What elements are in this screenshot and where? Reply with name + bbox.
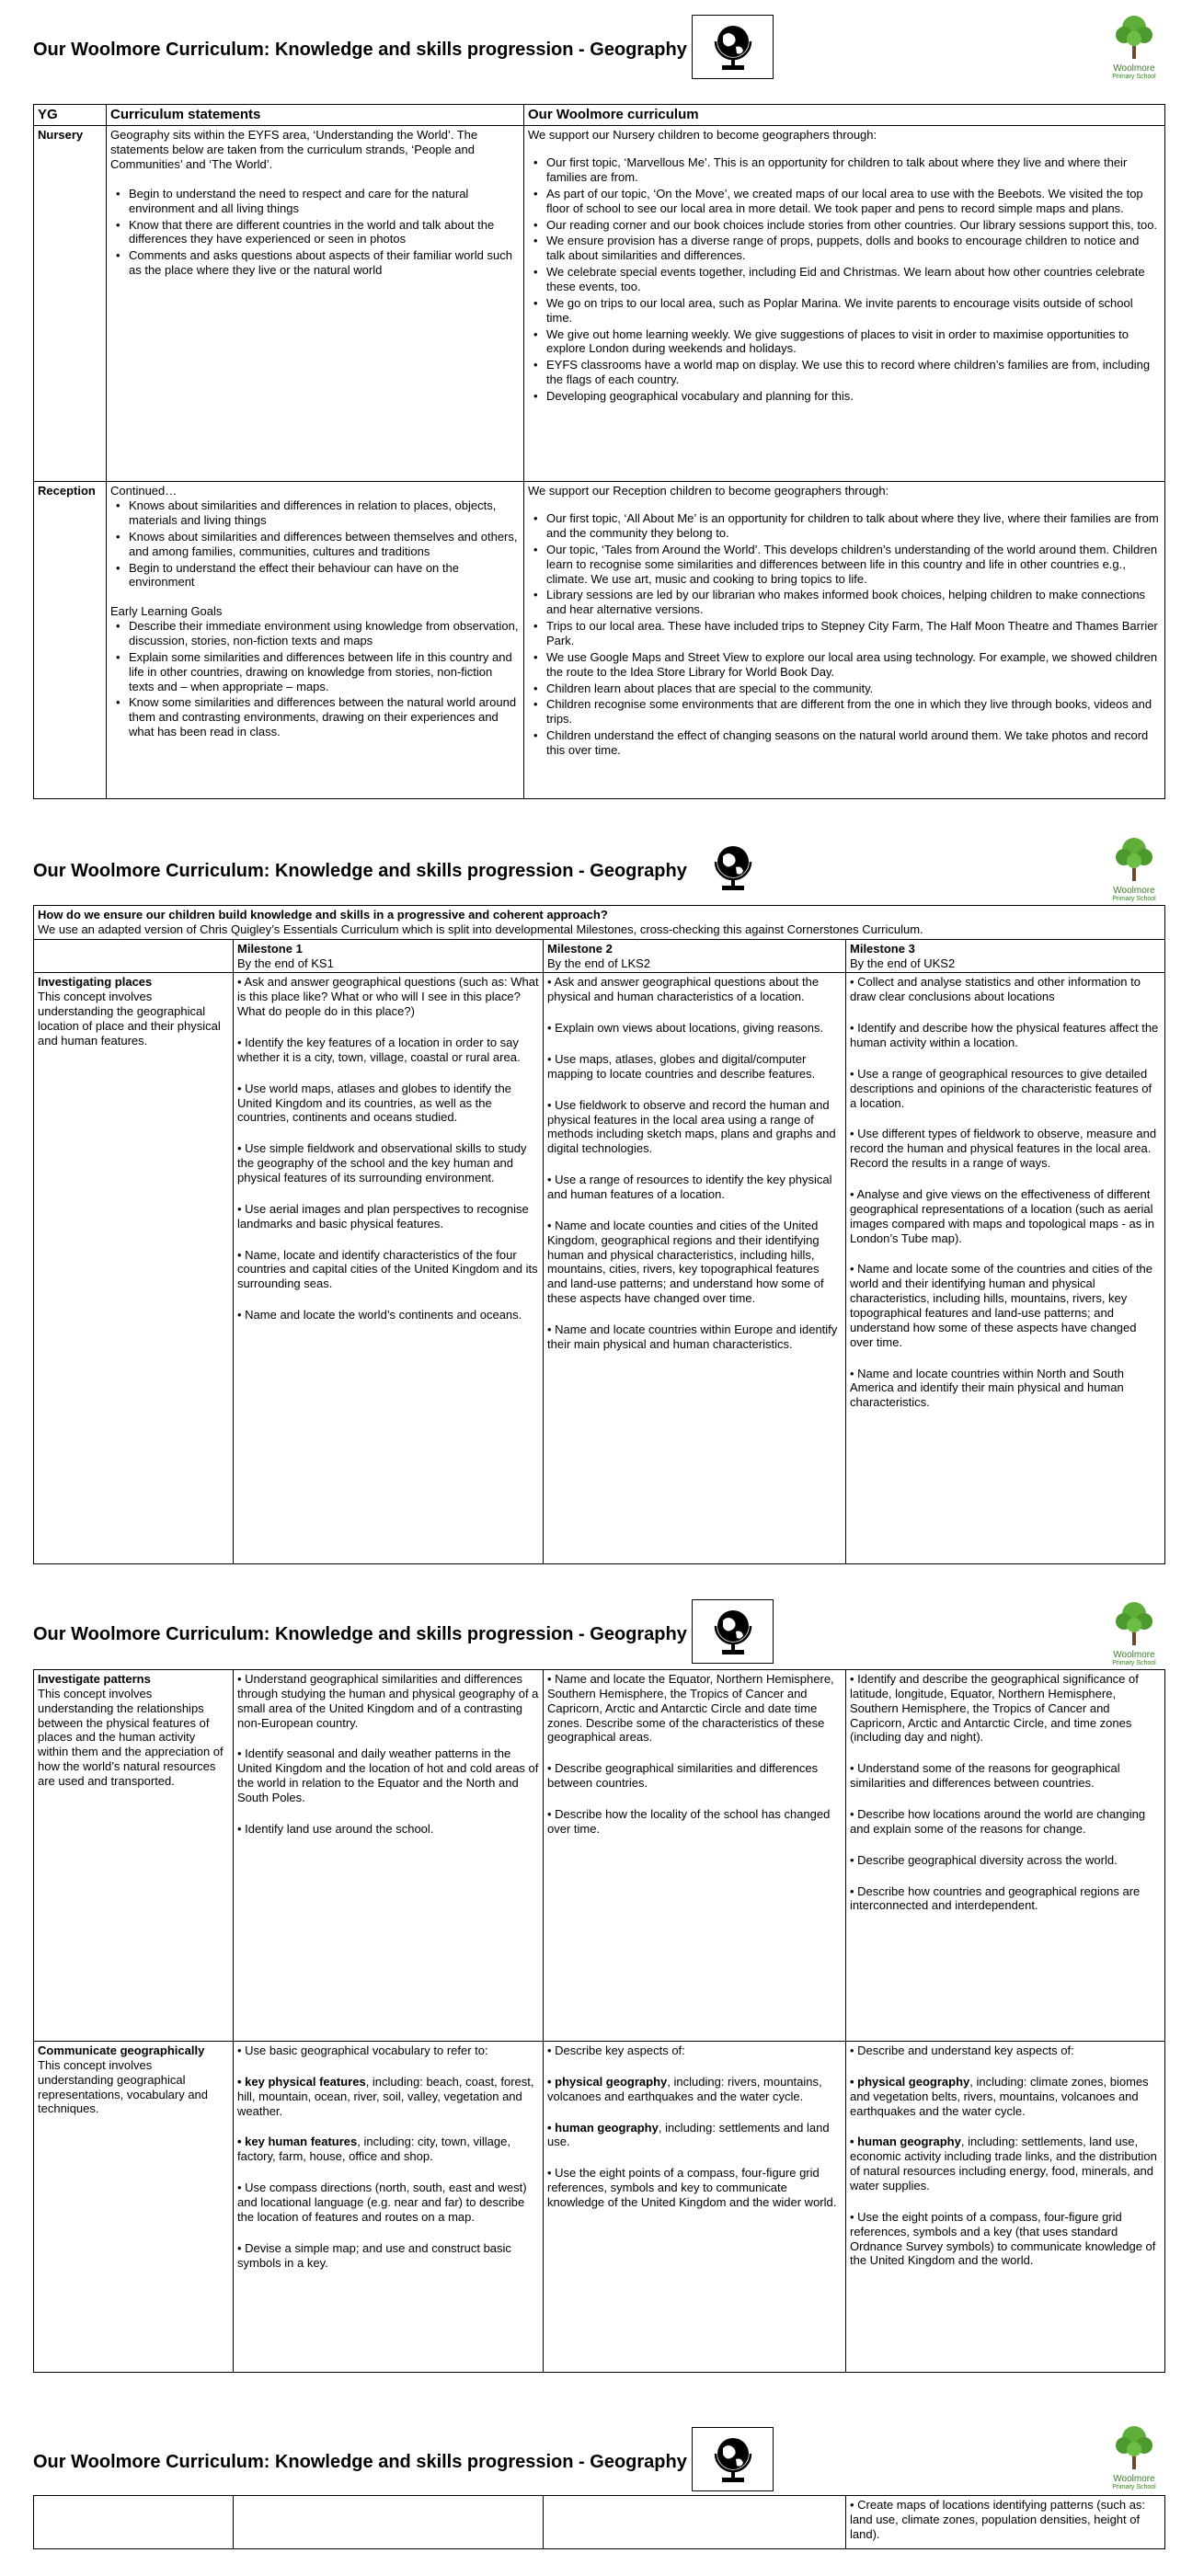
term-text: , including: settlements and land use. (547, 2120, 830, 2149)
milestone-name: Milestone 3 (850, 941, 915, 956)
list-item: • Name and locate countries within Europe and identify their main physical and human characteristics. (547, 1322, 838, 1351)
list-item: • Describe how locations around the world are changing and explain some of the reasons for change. (850, 1807, 1146, 1836)
school-logo (1102, 13, 1166, 81)
list-item: • Begin to understand the need to respect and care for the natural environment and all living things (110, 187, 520, 216)
list-item: • Know some similarities and differences between the natural world around them and contrasting environments, drawing on their experiences and what has been read in class. (110, 695, 520, 739)
list-item: • Name and locate some of the countries and cities of the world and their identifying human and physical characteristics, including hills, mountains, rivers, key topographical features and land-use patterns; and understand how some of these aspects have changed over time. (850, 1262, 1153, 1349)
col-statements: Curriculum statements (107, 105, 524, 126)
list-item: • Use basic geographical vocabulary to refer to: (237, 2044, 488, 2057)
list-item: • Identify seasonal and daily weather patterns in the United Kingdom and the location of hot and cold areas of the world in relation to the Equator and the North and South Poles. (237, 1746, 539, 1805)
list-item: • Describe key aspects of: (547, 2044, 685, 2057)
list-item: • Use maps, atlases, globes and digital/computer mapping to locate countries and describe features. (547, 1052, 816, 1081)
list-item: • Knows about similarities and differences between themselves and others, and among families, communities, cultures and traditions (110, 530, 520, 559)
list-item: • Children learn about places that are special to the community. (528, 681, 1161, 696)
list-item: • Comments and asks questions about aspects of their familiar world such as the place where they live or the natural world (110, 248, 520, 278)
nursery-curriculum (524, 126, 1165, 482)
milestone-header-row (34, 939, 1165, 973)
logo-sub: Primary School (1112, 2483, 1156, 2490)
list-item (237, 2075, 539, 2119)
patterns-m3 (846, 1670, 1165, 2042)
list-item (850, 2135, 1161, 2192)
elg-heading: Early Learning Goals (110, 604, 223, 619)
milestone-1-header (234, 939, 544, 973)
communicate-concept (34, 2042, 234, 2373)
term-label: • physical geography (547, 2074, 668, 2089)
tree-icon (1109, 13, 1159, 61)
list-item: • Describe and understand key aspects of: (850, 2044, 1074, 2057)
list-item: • Understand some of the reasons for geographical similarities and differences between countries. (850, 1761, 1120, 1791)
list-item: • Use compass directions (north, south, east and west) and locational language (e.g. near and far) to describe the location of features and routes on a map. (237, 2181, 527, 2224)
list-item: • Identify and describe how the physical features affect the human activity within a location. (850, 1021, 1159, 1050)
list-item: • Describe how countries and geographical regions are interconnected and interdependent. (850, 1883, 1141, 1913)
list-item: • Use the eight points of a compass, four-figure grid references, symbols and key to communicate knowledge of the United Kingdom and the wider world. (547, 2166, 837, 2210)
list-item: • Trips to our local area. These have included trips to Stepney City Farm, The Half Moon Theatre and Thames Barrier Park. (528, 619, 1161, 648)
places-row (34, 973, 1165, 1564)
list-item: • Use aerial images and plan perspectives to recognise landmarks and basic physical features. (237, 1201, 529, 1231)
milestone-sub: By the end of KS1 (237, 956, 334, 970)
list-item: • Name, locate and identify characteristics of the four countries and capital cities of the United Kingdom and its surrounding seas. (237, 1247, 538, 1291)
concept-title: Investigating places (38, 975, 153, 990)
communicate-row (34, 2042, 1165, 2373)
blank-cell (234, 2496, 544, 2549)
list-item: • Devise a simple map; and use and construct basic symbols in a key. (237, 2240, 511, 2270)
logo-name: Woolmore (1113, 2473, 1155, 2484)
list-item: • Identify and describe the geographical significance of latitude, longitude, Equator, Northern Hemisphere, Southern Hemisphere, the Tropics of Cancer and Capricorn, Arctic and Antarctic Circle, and time zones (including day and night). (850, 1672, 1139, 1745)
reception-curriculum-intro: We support our Reception children to become geographers through: (528, 484, 889, 498)
list-item: • Understand geographical similarities and differences through studying the human and physical geography of a small area of the United Kingdom and of a contrasting non-European country. (237, 1672, 539, 1730)
final-m3: • Create maps of locations identifying patterns (such as: land use, climate zones, population densities, height of land). (846, 2496, 1165, 2549)
term-label: • physical geography (850, 2074, 970, 2089)
list-item: • Library sessions are led by our librarian who makes informed book choices, helping children to make connections and hear alternative versions. (528, 588, 1161, 617)
list-item: • EYFS classrooms have a world map on display. We use this to record where children’s families are from, including the flags of each country. (528, 358, 1161, 387)
list-item: • Use a range of resources to identify the key physical and human features of a location. (547, 1173, 832, 1202)
communicate-m3 (846, 2042, 1165, 2373)
approach-question: How do we ensure our children build knowledge and skills in a progressive and coherent approach? (38, 908, 608, 922)
logo-sub: Primary School (1112, 895, 1156, 902)
list-item: • Describe geographical similarities and differences between countries. (547, 1761, 819, 1791)
nursery-intro: Geography sits within the EYFS area, ‘Understanding the World’. The statements below are taken from the curriculum strands, ‘People and Communities’ and ‘The World’. (110, 128, 478, 172)
tree-icon (1109, 1599, 1159, 1647)
approach-cell (34, 906, 1165, 940)
list-item: • We use Google Maps and Street View to explore our local area using technology. For example, we showed children the route to the Idea Store Library for World Book Day. (528, 650, 1161, 680)
logo-sub: Primary School (1112, 1659, 1156, 1666)
list-item: • Use world maps, atlases and globes to identify the United Kingdom and its countries, as well as the countries, continents and oceans studied. (237, 1081, 511, 1125)
logo-name: Woolmore (1113, 63, 1155, 74)
globe-icon (692, 2427, 774, 2491)
list-item: • Our reading corner and our book choices include stories from other countries. Our library sessions support this, too. (528, 218, 1161, 233)
list-item: • Use the eight points of a compass, four-figure grid references, symbols and a key (that uses standard Ordnance Survey symbols) to communicate knowledge of the United Kingdom and the world. (850, 2209, 1156, 2268)
communicate-m1 (234, 2042, 544, 2373)
list-item: • Explain own views about locations, giving reasons. (547, 1021, 824, 1036)
nursery-label: Nursery (34, 126, 107, 482)
logo-sub: Primary School (1112, 73, 1156, 80)
patterns-row (34, 1670, 1165, 2042)
list-item: • We celebrate special events together, including Eid and Christmas. We learn about how other countries celebrate these events, too. (528, 265, 1161, 294)
list-item: • Children recognise some environments that are different from the one in which they live through books, videos and trips. (528, 697, 1161, 727)
list-item (547, 2121, 842, 2150)
list-item (850, 2075, 1161, 2119)
list-item (237, 2135, 539, 2164)
list-item: • Our topic, ‘Tales from Around the World’. This develops children’s understanding of the world around them. Children learn to recognise some similarities and differences between life in this country and life in other countries e.g., climate. We use art, music and cooking to bring topics to life. (528, 543, 1161, 587)
list-item: • Name and locate counties and cities of the United Kingdom, geographical regions and their identifying human and physical characteristics, including hills, mountains, cities, rivers, key topographical features and land-use patterns; and understand how some of these aspects have changed over time. (547, 1218, 824, 1306)
nursery-statements (107, 126, 524, 482)
tree-icon (1109, 835, 1159, 883)
patterns-table (33, 1669, 1165, 2373)
list-item: • Use different types of fieldwork to observe, measure and record the human and physical features in the local area. Record the results in a range of ways. (850, 1127, 1157, 1171)
blank-cell (34, 939, 234, 973)
page-title: Our Woolmore Curriculum: Knowledge and skills progression - Geography (33, 2452, 687, 2472)
list-item: • Know that there are different countries in the world and talk about the differences they have experienced or seen in photos (110, 218, 520, 247)
reception-continued: Continued… (110, 484, 178, 498)
approach-row (34, 906, 1165, 940)
list-item: • As part of our topic, ‘On the Move’, we created maps of our local area to use with the Beebots. We visited the top floor of school to see our local area in more detail. We took paper and pens to record simple maps and plans. (528, 187, 1161, 216)
school-logo (1102, 1599, 1166, 1667)
nursery-row (34, 126, 1165, 482)
list-item: • Name and locate the world’s continents and oceans. (237, 1308, 522, 1322)
term-label: • key physical features (237, 2074, 366, 2089)
reception-label: Reception (34, 482, 107, 799)
list-item: • Identify land use around the school. (237, 1821, 434, 1836)
nursery-curriculum-intro: We support our Nursery children to become geographers through: (528, 128, 877, 143)
elg-list (110, 619, 520, 739)
reception-statement-list (110, 498, 520, 590)
patterns-m1 (234, 1670, 544, 2042)
final-row (34, 2496, 1165, 2549)
school-logo (1102, 2423, 1166, 2491)
eyfs-header-row (34, 105, 1165, 126)
reception-curriculum-list (528, 511, 1161, 758)
list-item: • Use fieldwork to observe and record the human and physical features in the local area using a range of methods including sketch maps, plans and graphs and digital technologies. (547, 1097, 836, 1156)
school-logo (1102, 835, 1166, 903)
globe-icon (692, 1599, 774, 1664)
concept-desc: This concept involves understanding geographical representations, vocabulary and techniques. (38, 2057, 209, 2116)
term-text: , including: climate zones, biomes and vegetation belts, rivers, mountains, volcanoes and earthquakes and the water cycle. (850, 2074, 1149, 2118)
logo-name: Woolmore (1113, 885, 1155, 896)
milestone-sub: By the end of LKS2 (547, 956, 651, 970)
milestone-3-header (846, 939, 1165, 973)
globe-icon (692, 15, 774, 79)
reception-curriculum (524, 482, 1165, 799)
list-item: • We give out home learning weekly. We give suggestions of places to visit in order to maximise opportunities to explore London during weekends and holidays. (528, 327, 1161, 357)
final-table (33, 2495, 1165, 2549)
milestone-name: Milestone 1 (237, 941, 303, 956)
places-m2 (544, 973, 846, 1564)
list-item: • Ask and answer geographical questions about the physical and human characteristics of a location. (547, 975, 820, 1004)
term-text: , including: settlements, land use, economic activity including trade links, and the distribution of natural resources including energy, food, minerals, and water supplies. (850, 2135, 1157, 2193)
blank-cell (544, 2496, 846, 2549)
list-item: • Describe their immediate environment using knowledge from observation, discussion, stories, non-fiction texts and maps (110, 619, 520, 648)
concept-desc: This concept involves understanding the geographical location of place and their physical and human features. (38, 990, 221, 1048)
places-table (33, 905, 1165, 1564)
reception-row (34, 482, 1165, 799)
patterns-concept (34, 1670, 234, 2042)
milestone-sub: By the end of UKS2 (850, 956, 956, 970)
communicate-m2 (544, 2042, 846, 2373)
list-item: • Identify the key features of a location in order to say whether it is a city, town, village, coastal or rural area. (237, 1036, 521, 1064)
list-item: • Use a range of geographical resources to give detailed descriptions and opinions of the characteristic features of a location. (850, 1066, 1152, 1110)
list-item: • Name and locate the Equator, Northern Hemisphere, Southern Hemisphere, the Tropics of Cancer and Capricorn, Arctic and Antarctic Circle and date time zones. Describe some of the characteristics of these geographical areas. (547, 1672, 834, 1745)
term-text: , including: rivers, mountains, volcanoes and earthquakes and the water cycle. (547, 2074, 822, 2103)
blank-cell (34, 2496, 234, 2549)
list-item: • Describe how the locality of the school has changed over time. (547, 1807, 831, 1836)
list-item: • Children understand the effect of changing seasons on the natural world around them. We take photos and record this over time. (528, 728, 1161, 758)
list-item: • Our first topic, ‘Marvellous Me’. This is an opportunity for children to talk about where they live and where their families are from. (528, 155, 1161, 185)
page-title: Our Woolmore Curriculum: Knowledge and skills progression - Geography (33, 40, 687, 60)
concept-title: Investigate patterns (38, 1672, 151, 1686)
list-item: • Ask and answer geographical questions (such as: What is this place like? What or who will I see in this place? What do people do in this place?) (237, 975, 539, 1019)
approach-text: We use an adapted version of Chris Quigley’s Essentials Curriculum which is split into developmental Milestones, cross-checking this against Cornerstones Curriculum. (38, 922, 923, 936)
list-item: • Use simple fieldwork and observational skills to study the geography of the school and the key human and physical features of its surrounding environment. (237, 1141, 527, 1185)
list-item: • Our first topic, ‘All About Me’ is an opportunity for children to talk about where they live, where their families are from and the community they belong to. (528, 511, 1161, 541)
list-item: • Collect and analyse statistics and other information to draw clear conclusions about locations (850, 975, 1141, 1004)
places-concept (34, 973, 234, 1564)
term-text: , including: city, town, village, factory, farm, house, office and shop. (237, 2135, 510, 2164)
col-yg: YG (34, 105, 107, 126)
list-item: • Explain some similarities and differences between life in this country and life in other countries, drawing on knowledge from stories, non-fiction texts and – when appropriate – maps. (110, 650, 520, 694)
nursery-statement-list (110, 187, 520, 278)
list-item: • Developing geographical vocabulary and planning for this. (528, 389, 1161, 404)
list-item: • Name and locate countries within North and South America and identify their main physical and human characteristics. (850, 1366, 1124, 1410)
list-item: • Knows about similarities and differences in relation to places, objects, materials and living things (110, 498, 520, 528)
list-item (547, 2075, 842, 2104)
nursery-curriculum-list (528, 155, 1161, 404)
eyfs-table (33, 104, 1165, 799)
term-text: , including: beach, coast, forest, hill, mountain, ocean, river, soil, valley, vegetation and weather. (237, 2074, 534, 2118)
places-m3 (846, 973, 1165, 1564)
list-item: • Analyse and give views on the effectiveness of different geographical representations of a location (such as aerial images compared with maps and topological maps - as in London’s Tube map). (850, 1187, 1154, 1245)
globe-icon (692, 835, 774, 899)
term-label: • key human features (237, 2135, 358, 2149)
tree-icon (1109, 2423, 1159, 2471)
list-item: • Begin to understand the effect their behaviour can have on the environment (110, 561, 520, 590)
places-m1 (234, 973, 544, 1564)
concept-title: Communicate geographically (38, 2044, 205, 2057)
page-title: Our Woolmore Curriculum: Knowledge and skills progression - Geography (33, 861, 687, 881)
term-label: • human geography (850, 2135, 961, 2149)
concept-desc: This concept involves understanding the relationships between the physical features of places and the human activity within them and the appreciation of how the world’s natural resources are used and transported. (38, 1686, 224, 1789)
list-item: • We go on trips to our local area, such as Poplar Marina. We invite parents to encourage visits outside of school time. (528, 296, 1161, 326)
milestone-2-header (544, 939, 846, 973)
list-item: • Describe geographical diversity across the world. (850, 1852, 1118, 1867)
col-curriculum: Our Woolmore curriculum (524, 105, 1165, 126)
milestone-name: Milestone 2 (547, 941, 613, 956)
patterns-m2 (544, 1670, 846, 2042)
reception-statements (107, 482, 524, 799)
list-item: • We ensure provision has a diverse range of props, puppets, dolls and books to encourage children to notice and talk about similarities and differences. (528, 234, 1161, 263)
page-title: Our Woolmore Curriculum: Knowledge and skills progression - Geography (33, 1624, 687, 1644)
term-label: • human geography (547, 2120, 659, 2135)
logo-name: Woolmore (1113, 1649, 1155, 1660)
